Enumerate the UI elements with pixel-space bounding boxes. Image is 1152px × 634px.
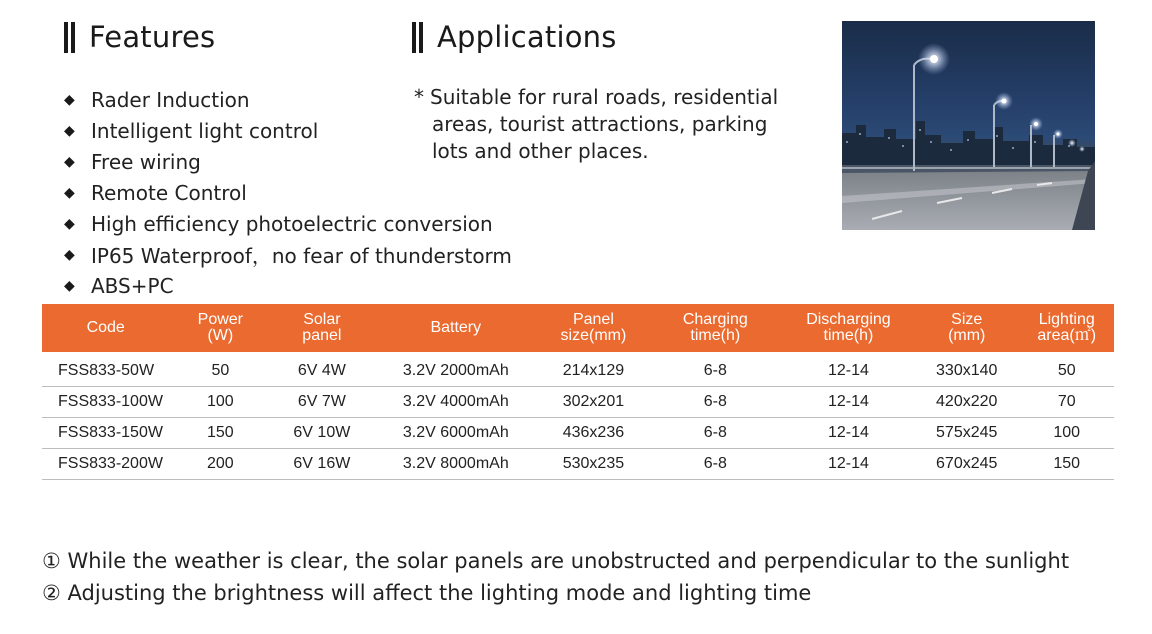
column-header-discharging-time: Discharging time(h) — [783, 304, 914, 352]
notes — [42, 545, 1069, 609]
spec-table — [42, 304, 1114, 480]
table-header-row — [42, 304, 1114, 352]
table-row: FSS833-200W 200 6V 16W 3.2V 8000mAh 530x235 6-8 12-14 670x245 150 — [42, 449, 1114, 480]
feature-item: ◆ Remote Control — [64, 180, 247, 205]
column-header-power: Power (W) — [169, 304, 271, 352]
diamond-bullet-icon: ◆ — [64, 215, 75, 232]
heading-bar-icon — [64, 22, 75, 53]
diamond-bullet-icon: ◆ — [64, 122, 75, 139]
column-header-solar-panel: Solar panel — [271, 304, 372, 352]
column-header-charging-time: Charging time(h) — [648, 304, 783, 352]
diamond-bullet-icon: ◆ — [64, 246, 75, 263]
diamond-bullet-icon: ◆ — [64, 153, 75, 170]
applications-text: * Suitable for rural roads, residential areas, tourist attractions, parking lots and other places. — [414, 85, 779, 163]
column-header-battery: Battery — [372, 304, 539, 352]
feature-item: ◆ ABS+PC — [64, 273, 174, 298]
features-title: Features — [89, 20, 216, 54]
feature-item: ◆ Intelligent light control — [64, 118, 319, 143]
table-row: FSS833-150W 150 6V 10W 3.2V 6000mAh 436x236 6-8 12-14 575x245 100 — [42, 418, 1114, 449]
applications-heading — [412, 20, 617, 54]
night-road-streetlight-photo — [842, 21, 1095, 230]
feature-item: ◆ IP65 Waterproof，no fear of thunderstorm — [64, 244, 512, 268]
column-header-code: Code — [42, 304, 169, 352]
column-header-panel-size: Panel size(mm) — [539, 304, 648, 352]
column-header-size: Size (mm) — [914, 304, 1019, 352]
asterisk-marker: * — [414, 85, 424, 109]
feature-item: ◆ Free wiring — [64, 149, 201, 174]
street-scene-illustration — [842, 21, 1095, 230]
features-heading — [64, 20, 215, 54]
note-1: ① While the weather is clear, the solar panels are unobstructed and perpendicular to the sunlight — [42, 549, 1070, 573]
diamond-bullet-icon: ◆ — [64, 184, 75, 201]
column-header-lighting-area: Lighting area(㎡) — [1019, 304, 1114, 352]
heading-bar-icon — [412, 22, 423, 53]
note-2: ② Adjusting the brightness will affect the lighting mode and lighting time — [42, 581, 812, 605]
table-row: FSS833-50W 50 6V 4W 3.2V 2000mAh 214x129 6-8 12-14 330x140 50 — [42, 352, 1114, 387]
feature-item: ◆ High efficiency photoelectric conversion — [64, 211, 493, 236]
diamond-bullet-icon: ◆ — [64, 277, 75, 294]
applications-title: Applications — [437, 20, 617, 54]
diamond-bullet-icon: ◆ — [64, 91, 75, 108]
table-row: FSS833-100W 100 6V 7W 3.2V 4000mAh 302x201 6-8 12-14 420x220 70 — [42, 387, 1114, 418]
feature-item: ◆ Rader Induction — [64, 87, 250, 112]
